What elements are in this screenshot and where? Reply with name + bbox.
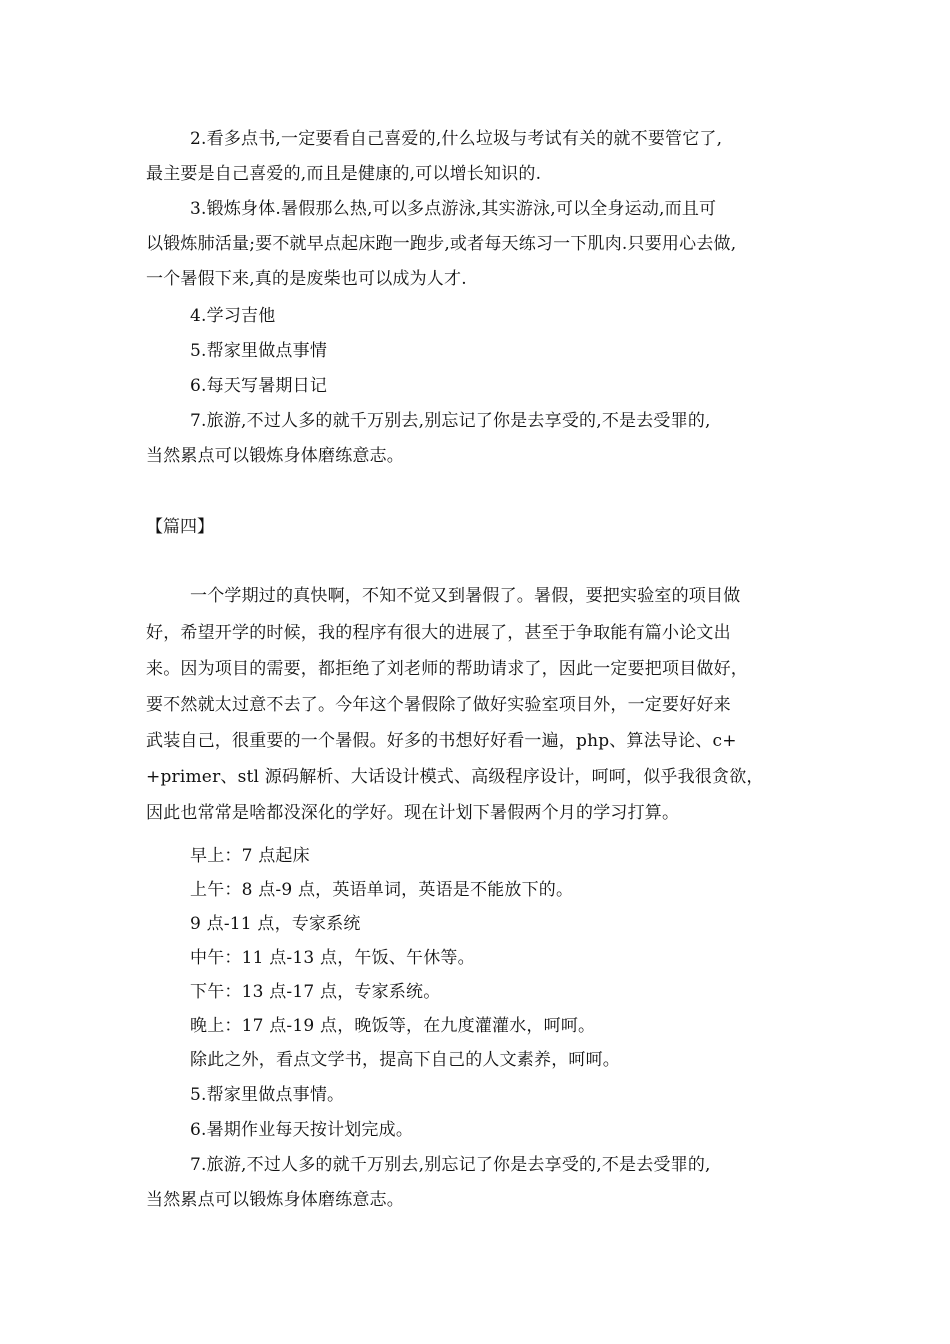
paragraph-line: 武装自己，很重要的一个暑假。好多的书想好好看一遍，php、算法导论、c+: [146, 731, 737, 751]
paragraph-line: 以锻炼肺活量;要不就早点起床跑一跑步,或者每天练习一下肌肉.只要用心去做,: [146, 234, 737, 254]
schedule-item: 中午：11 点-13 点，午饭、午休等。: [190, 948, 475, 968]
paragraph-line: 来。因为项目的需要，都拒绝了刘老师的帮助请求了，因此一定要把项目做好，: [146, 659, 748, 679]
paragraph-line: 好，希望开学的时候，我的程序有很大的进展了，甚至于争取能有篇小论文出: [146, 623, 731, 643]
paragraph-line: 当然累点可以锻炼身体磨练意志。: [146, 1190, 404, 1210]
paragraph-line: 当然累点可以锻炼身体磨练意志。: [146, 446, 404, 466]
section-heading: 【篇四】: [146, 517, 214, 537]
paragraph-line: 3.锻炼身体.暑假那么热,可以多点游泳,其实游泳,可以全身运动,而且可: [190, 199, 717, 219]
list-item: 5.帮家里做点事情。: [190, 1085, 345, 1105]
paragraph-line: 7.旅游,不过人多的就千万别去,别忘记了你是去享受的,不是去受罪的,: [190, 1155, 711, 1175]
schedule-item: 9 点-11 点，专家系统: [190, 914, 361, 934]
paragraph-line: 7.旅游,不过人多的就千万别去,别忘记了你是去享受的,不是去受罪的,: [190, 411, 711, 431]
paragraph-line: +primer、stl 源码解析、大话设计模式、高级程序设计，呵呵，似乎我很贪欲，: [146, 767, 764, 787]
schedule-item: 上午：8 点-9 点，英语单词，英语是不能放下的。: [190, 880, 574, 900]
list-item: 6.暑期作业每天按计划完成。: [190, 1120, 414, 1140]
schedule-item: 晚上：17 点-19 点，晚饭等，在九度灌灌水，呵呵。: [190, 1016, 596, 1036]
paragraph-line: 要不然就太过意不去了。今年这个暑假除了做好实验室项目外，一定要好好来: [146, 695, 731, 715]
schedule-item: 下午：13 点-17 点，专家系统。: [190, 982, 441, 1002]
list-item: 5.帮家里做点事情: [190, 341, 328, 361]
paragraph-line: 因此也常常是啥都没深化的学好。现在计划下暑假两个月的学习打算。: [146, 803, 680, 823]
paragraph-line: 一个学期过的真快啊，不知不觉又到暑假了。暑假，要把实验室的项目做: [190, 586, 741, 606]
list-item: 6.每天写暑期日记: [190, 376, 328, 396]
paragraph-line: 最主要是自己喜爱的,而且是健康的,可以增长知识的.: [146, 164, 542, 184]
paragraph-line: 2.看多点书,一定要看自己喜爱的,什么垃圾与考试有关的就不要管它了,: [190, 129, 723, 149]
paragraph-line: 除此之外，看点文学书，提高下自己的人文素养，呵呵。: [190, 1050, 620, 1070]
paragraph-line: 一个暑假下来,真的是废柴也可以成为人才.: [146, 269, 467, 289]
schedule-item: 早上：7 点起床: [190, 846, 310, 866]
list-item: 4.学习吉他: [190, 306, 276, 326]
